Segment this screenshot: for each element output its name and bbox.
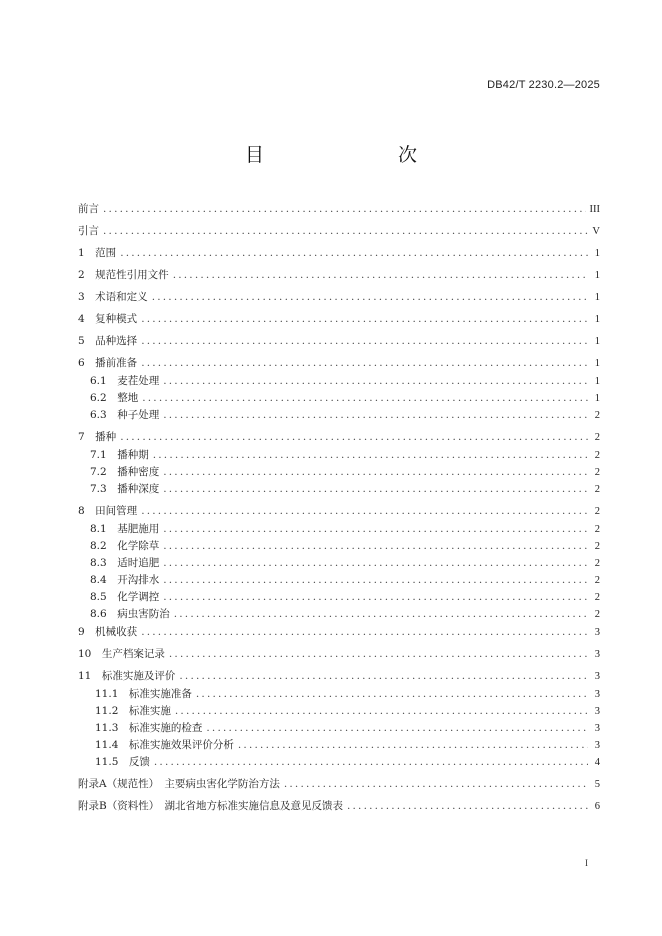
toc-entry-page: 3 [594,689,600,700]
toc-entry-page: 1 [594,292,600,303]
toc-entry-label: 11.5 反馈 [95,756,150,768]
dot-leader [141,312,588,327]
dot-leader [141,356,588,371]
toc-entry-label: 8 田间管理 [78,505,138,517]
toc-entry-page: 5 [594,779,600,790]
toc-entry-label: 11.2 标准实施 [95,705,171,717]
toc-entry-label: 2 规范性引用文件 [78,269,169,281]
toc-entry-label: 11.4 标准实施效果评价分析 [95,739,234,751]
dot-leader [284,777,588,792]
toc-entry-label: 8.4 开沟排水 [90,574,160,586]
dot-leader [174,607,588,622]
toc-entry-label: 9 机械收获 [78,626,138,638]
toc-entry[interactable] [78,430,600,445]
toc-entry-page: 3 [594,671,600,682]
toc-entry-page: 2 [594,524,600,535]
toc-entry[interactable] [90,539,600,554]
toc-entry-page: 2 [594,506,600,517]
toc-entry[interactable] [78,504,600,519]
toc-entry-page: 2 [594,467,600,478]
toc-entry[interactable] [95,721,600,736]
dot-leader [141,625,588,640]
toc-entry-label: 8.6 病虫害防治 [90,608,170,620]
toc-entry[interactable] [90,391,600,406]
toc-entry-label: 6.1 麦茬处理 [90,375,160,387]
dot-leader [179,669,588,684]
toc-entry-page: 1 [594,358,600,369]
toc-entry-page: 2 [594,450,600,461]
toc-entry-label: 6.2 整地 [90,392,139,404]
dot-leader [163,590,588,605]
dot-leader [152,290,588,305]
toc-entry[interactable] [78,224,600,239]
toc-entry[interactable] [78,290,600,305]
toc-entry-label: 7.2 播种密度 [90,466,160,478]
dot-leader [163,408,588,423]
toc-entry-page: 2 [594,558,600,569]
dot-leader [142,391,588,406]
dot-leader [238,738,588,753]
dot-leader [169,647,588,662]
toc-entry-label: 引言 [78,225,99,237]
toc-entry-label: 1 范围 [78,247,117,259]
toc-entry-page: 2 [594,484,600,495]
toc-entry[interactable] [78,312,600,327]
toc-entry[interactable] [95,738,600,753]
dot-leader [347,799,588,814]
toc-entry[interactable] [90,522,600,537]
dot-leader [120,430,588,445]
toc-entry-label: 7.1 播种期 [90,449,149,461]
dot-leader [163,522,588,537]
toc-entry-label: 6 播前准备 [78,357,138,369]
toc-entry[interactable] [78,625,600,640]
dot-leader [163,374,588,389]
toc-entry[interactable] [90,607,600,622]
toc-entry-label: 10 生产档案记录 [78,648,165,660]
toc-entry-page: 1 [594,248,600,259]
toc-entry-page: 1 [594,336,600,347]
dot-leader [175,704,588,719]
toc-entry[interactable] [90,482,600,497]
dot-leader [141,504,588,519]
dot-leader [103,202,586,217]
toc-entry[interactable] [78,356,600,371]
toc-entry-page: 3 [594,740,600,751]
toc-entry-page: 3 [594,723,600,734]
dot-leader [120,246,588,261]
toc-entry[interactable] [78,268,600,283]
toc-entry[interactable] [95,704,600,719]
dot-leader [163,556,588,571]
toc-entry-page: 1 [594,270,600,281]
toc-entry-page: 3 [594,627,600,638]
toc-entry-label: 5 品种选择 [78,335,138,347]
toc-entry[interactable] [78,202,600,217]
toc-entry-label: 8.5 化学调控 [90,591,160,603]
toc-entry[interactable] [90,590,600,605]
toc-entry-page: 2 [594,609,600,620]
toc-entry-page: III [589,204,600,215]
toc-entry-label: 8.1 基肥施用 [90,523,160,535]
dot-leader [154,755,588,770]
toc-entry[interactable] [95,755,600,770]
toc-entry[interactable] [78,246,600,261]
toc-entry[interactable] [90,448,600,463]
dot-leader [196,687,588,702]
toc-entry-label: 11.1 标准实施准备 [95,688,192,700]
toc-entry[interactable] [78,799,600,814]
toc-entry-page: 1 [594,314,600,325]
toc-entry-page: 2 [594,541,600,552]
dot-leader [206,721,588,736]
toc-entry-label: 8.2 化学除草 [90,540,160,552]
toc-entry[interactable] [90,465,600,480]
toc-entry-label: 7.3 播种深度 [90,483,160,495]
dot-leader [163,539,588,554]
toc-entry-page: 3 [594,706,600,717]
toc-entry-page: 1 [594,376,600,387]
toc-entry-label: 11 标准实施及评价 [78,670,176,682]
toc-entry-label: 3 术语和定义 [78,291,148,303]
dot-leader [163,465,588,480]
toc-entry-page: 2 [594,592,600,603]
dot-leader [141,334,588,349]
dot-leader [163,573,588,588]
toc-entry-label: 前言 [78,203,99,215]
toc-entry-page: V [592,226,600,237]
toc-entry-page: 2 [594,410,600,421]
page-title: 目 次 [244,144,449,166]
page-number: I [585,858,588,868]
toc-entry-page: 1 [594,393,600,404]
dot-leader [163,482,588,497]
toc-entry-page: 4 [594,757,600,768]
dot-leader [173,268,588,283]
toc-entry-label: 附录A（规范性） 主要病虫害化学防治方法 [78,778,280,790]
toc-entry[interactable] [95,687,600,702]
dot-leader [153,448,588,463]
toc-entry[interactable] [90,374,600,389]
toc-entry-page: 2 [594,575,600,586]
toc-entry[interactable] [78,334,600,349]
toc-entry-label: 附录B（资料性） 湖北省地方标准实施信息及意见反馈表 [78,800,343,812]
dot-leader [103,224,588,239]
toc-entry-label: 4 复种模式 [78,313,138,325]
toc-entry[interactable] [90,408,600,423]
toc-entry-label: 6.3 种子处理 [90,409,160,421]
toc-entry[interactable] [90,556,600,571]
toc-entry[interactable] [90,573,600,588]
toc-entry[interactable] [78,777,600,792]
toc-entry-page: 2 [594,432,600,443]
toc-entry[interactable] [78,647,600,662]
toc-entry[interactable] [78,669,600,684]
toc-entry-label: 8.3 适时追肥 [90,557,160,569]
toc-entry-label: 11.3 标准实施的检查 [95,722,203,734]
toc-entry-page: 3 [594,649,600,660]
toc-entry-page: 6 [594,801,600,812]
toc-entry-label: 7 播种 [78,431,117,443]
standard-code: DB42/T 2230.2—2025 [487,79,600,91]
